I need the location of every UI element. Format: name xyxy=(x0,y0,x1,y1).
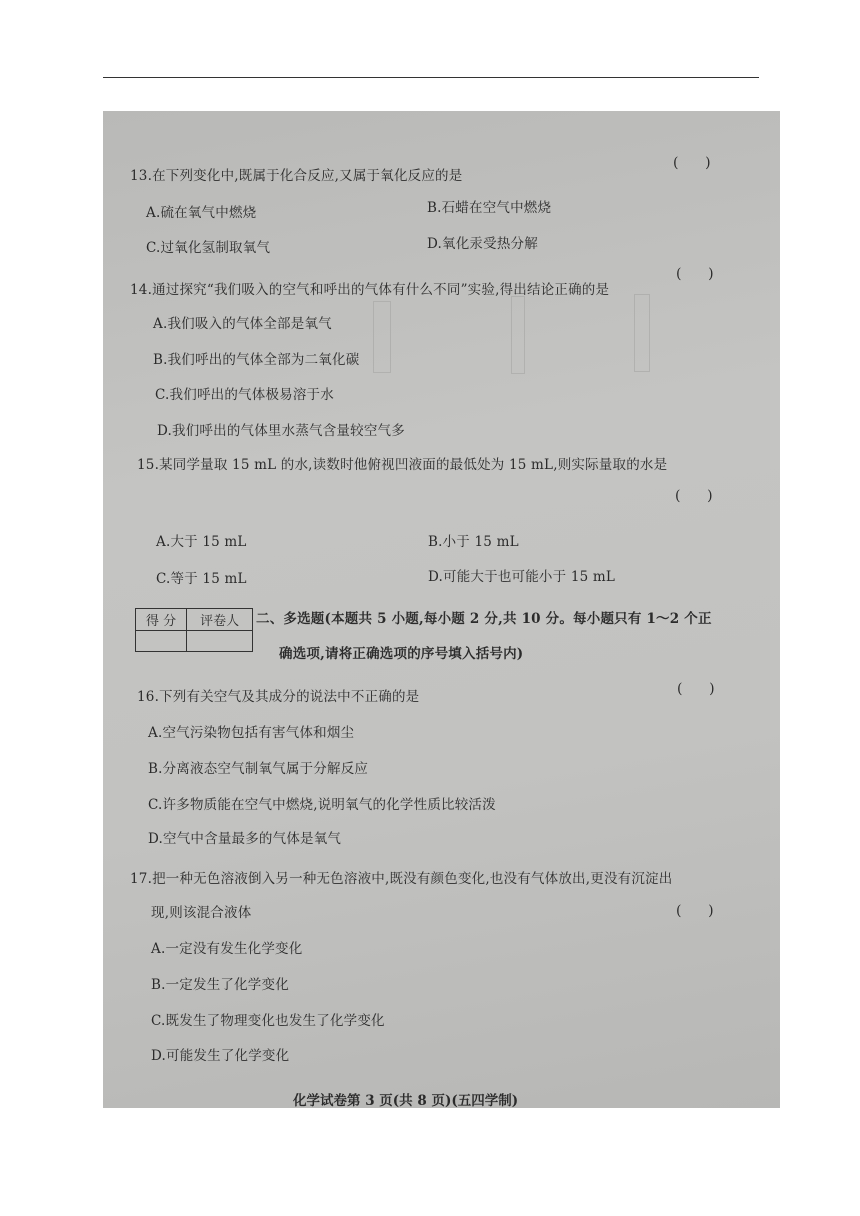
q15-answer-paren: ( ) xyxy=(675,488,713,504)
header-rule xyxy=(103,77,759,78)
q17-option-c: C.既发生了物理变化也发生了化学变化 xyxy=(151,1013,385,1029)
q13-option-b: B.石蜡在空气中燃烧 xyxy=(427,200,552,216)
score-label: 得 分 xyxy=(136,609,187,631)
q13-stem: 13.在下列变化中,既属于化合反应,又属于氧化反应的是 xyxy=(130,168,463,184)
q14-stem: 14.通过探究“我们吸入的空气和呼出的气体有什么不同”实验,得出结论正确的是 xyxy=(130,282,610,298)
q14-option-d: D.我们呼出的气体里水蒸气含量较空气多 xyxy=(157,423,405,439)
q16-option-c: C.许多物质能在空气中燃烧,说明氧气的化学性质比较活泼 xyxy=(148,797,496,813)
q17-option-d: D.可能发生了化学变化 xyxy=(151,1048,290,1064)
q17-stem-line2: 现,则该混合液体 xyxy=(151,905,252,921)
q16-option-d: D.空气中含量最多的气体是氧气 xyxy=(148,831,342,847)
q16-answer-paren: ( ) xyxy=(677,681,715,697)
q14-answer-paren: ( ) xyxy=(676,266,714,282)
q15-option-c: C.等于 15 mL xyxy=(156,571,247,587)
q17-option-b: B.一定发生了化学变化 xyxy=(151,977,289,993)
score-cell[interactable] xyxy=(136,630,187,652)
exam-page-photo xyxy=(103,111,780,1108)
grader-cell[interactable] xyxy=(187,630,253,652)
q16-option-a: A.空气污染物包括有害气体和烟尘 xyxy=(148,725,355,741)
score-box xyxy=(135,608,253,652)
q14-option-b: B.我们呼出的气体全部为二氧化碳 xyxy=(153,352,360,368)
q13-answer-paren: ( ) xyxy=(673,155,711,171)
q14-option-a: A.我们吸入的气体全部是氧气 xyxy=(153,316,332,332)
bleed-through-tube-3 xyxy=(634,294,650,372)
bleed-through-tube-1 xyxy=(373,301,391,373)
q13-option-d: D.氧化汞受热分解 xyxy=(427,236,538,252)
q17-stem-line1: 17.把一种无色溶液倒入另一种无色溶液中,既没有颜色变化,也没有气体放出,更没有沉淀出 xyxy=(130,871,673,887)
q16-option-b: B.分离液态空气制氧气属于分解反应 xyxy=(148,761,369,777)
q15-option-a: A.大于 15 mL xyxy=(156,534,247,550)
section2-heading-line1: 二、多选题(本题共 5 小题,每小题 2 分,共 10 分。每小题只有 1～2 个正 xyxy=(256,611,712,627)
bleed-through-tube-2 xyxy=(511,296,525,374)
page-footer: 化学试卷第 3 页(共 8 页)(五四学制) xyxy=(293,1093,519,1108)
q14-option-c: C.我们呼出的气体极易溶于水 xyxy=(155,387,334,403)
q15-stem: 15.某同学量取 15 mL 的水,读数时他俯视凹液面的最低处为 15 mL,则实际量取的水是 xyxy=(137,457,668,473)
grader-label: 评卷人 xyxy=(187,609,253,631)
q17-answer-paren: ( ) xyxy=(676,903,714,919)
q16-stem: 16.下列有关空气及其成分的说法中不正确的是 xyxy=(137,689,420,705)
q15-option-d: D.可能大于也可能小于 15 mL xyxy=(428,569,616,585)
q15-option-b: B.小于 15 mL xyxy=(428,534,519,550)
section2-heading-line2: 确选项,请将正确选项的序号填入括号内) xyxy=(279,646,524,662)
q13-option-c: C.过氧化氢制取氧气 xyxy=(146,240,271,256)
q17-option-a: A.一定没有发生化学变化 xyxy=(151,941,303,957)
q13-option-a: A.硫在氧气中燃烧 xyxy=(146,205,257,221)
